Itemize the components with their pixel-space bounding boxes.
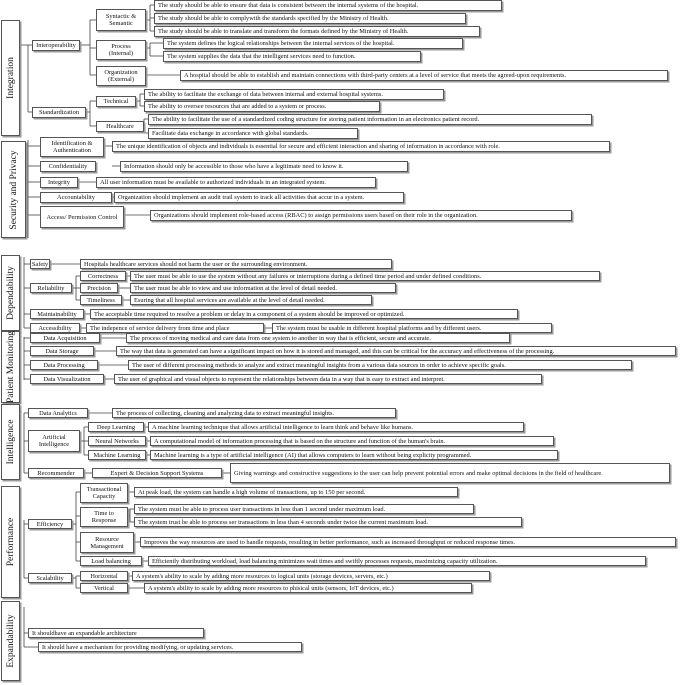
leaf-process-1: The system defines the logical relationships between the internal services of the hospital.	[163, 38, 463, 49]
category-intelligence	[1, 404, 20, 480]
node-scalability: Scalability	[28, 573, 72, 583]
node-confidentiality: Confidentiality	[40, 161, 96, 172]
node-syntactic-semantic: Syntactic & Semantic	[96, 9, 146, 31]
node-process-internal: Process (Internal)	[96, 40, 146, 60]
category-label: Expandability	[5, 614, 16, 668]
node-technical: Technical	[96, 96, 136, 107]
node-neural-networks: Neural Networks	[88, 436, 146, 446]
leaf-machine-learning-1: Machine learning is a type of artificial intelligence (AI) that allows computers to learn without being explicity programmed.	[150, 450, 558, 460]
leaf-analytics-1: The process of collecting, cleaning and analyzing data to extract meaningful insights.	[112, 408, 396, 418]
node-interoperability: Interoperability	[32, 40, 80, 51]
node-data-storage: Data Storage	[30, 346, 94, 356]
leaf-horizontal-1: A system's ability to scale by adding more resources to logical units (storage devices, servers, etc.)	[132, 571, 490, 581]
leaf-neural-networks-1: A computational model of information processing that is based on the structure and function of the human's brain.	[150, 436, 554, 446]
leaf-recommender-1: Giving warnings and constructive suggestions to the user can help prevent potential errors and make optimal decisions in the field of healthcare.	[230, 463, 670, 483]
node-accountability: Accountability	[40, 192, 112, 203]
leaf-technical-1: The ability to facilitate the exchange of data between internal and external hospital systems.	[144, 89, 444, 100]
leaf-timeliness-1: Esuring that all hospital services are available at the level of detail needed.	[130, 295, 372, 305]
leaf-maintainability-1: The acceptable time required to resolve a problem or delay in a component of a system should be improved or optimized.	[90, 309, 518, 319]
node-artificial-intelligence: Artificial Intelligence	[28, 430, 80, 452]
node-integrity: Integrity	[40, 177, 78, 188]
node-identification-authentication: Identification & Authentication	[40, 137, 104, 157]
leaf-response-2: The system trust be able to process ser transactions in less than 4 seconds under twice the current maximum load.	[134, 517, 522, 527]
leaf-storage-1: The way that data is generated can have a significant impact on how it is stored and managed, and this can be critical for the accuracy and effectiveness of the processing.	[116, 346, 676, 356]
node-data-analytics: Data Analytics	[28, 408, 88, 418]
node-access-permission-control: Access/ Permission Control	[40, 206, 124, 228]
leaf-organization-1: A hospital should be able to establish and maintain connections with third-party centers at a level of service that meets the agreed-upon requirements.	[180, 70, 668, 81]
category-label: Security and Privacy	[8, 149, 19, 230]
category-label: Intelligence	[5, 419, 16, 465]
leaf-syntactic-2: The study should be able to complywith the standards specified by the Ministry of Health.	[154, 13, 466, 24]
leaf-resource-1: Improves the way resources are used to handle requests, resulting in better performance, such as increased throughput or reduced response times.	[140, 537, 676, 547]
node-horizontal: Horizontal	[80, 571, 128, 581]
leaf-syntactic-3: The study should be able to translate and transform the formats defined by the Ministry of Health.	[154, 26, 480, 37]
category-label: Integration	[5, 57, 16, 99]
leaf-syntactic-1: The study should be able to ensure that data is consistent between the internal systems of the hospital.	[154, 0, 502, 11]
node-time-to-response: Time to Response	[80, 507, 128, 527]
node-maintainability: Maintainability	[30, 309, 84, 319]
node-standardization: Standardization	[32, 107, 86, 118]
leaf-expandability-2: It should have a mechanism for providing modifying, or updating services.	[38, 642, 302, 652]
leaf-load-balancing-1: Efficiently distributing workload, load balancing minimizes wait times and swiftly processes requests, maximizing capacity utilization.	[148, 556, 646, 566]
leaf-precision-1: The user must be able to view and use information at the level of detail needed.	[130, 283, 396, 293]
leaf-accountability-1: Organization should implement an audit trail system to track all activities that accur in a system.	[114, 192, 404, 203]
leaf-access-1: Organizations should implement role-based access (RBAC) to assign permissions users based on their role in the organization.	[150, 210, 572, 221]
leaf-integrity-1: All user information must be available to authorized individuals in an integrated system.	[96, 177, 376, 188]
leaf-deep-learning-1: A machine learning technique that allows artificial intelligence to learn think and behave like humans.	[148, 422, 524, 432]
category-label: Patient Monitoring	[5, 330, 16, 404]
node-machine-learning: Machine Learning	[88, 450, 146, 460]
leaf-healthcare-2: Facilitate data exchange in accordance with global standards.	[148, 128, 358, 139]
leaf-process-2: The system supplies the data that the intelligent services need to function.	[163, 51, 421, 62]
leaf-safety-1: Hospitals healthcare services should not harm the user or the surrounding environment.	[80, 259, 392, 269]
category-dependability	[1, 255, 20, 331]
category-expandability	[1, 601, 20, 681]
category-label: Performance	[5, 517, 16, 567]
leaf-expandability-1: It shouldhave an expandable architecture	[28, 628, 204, 638]
node-organization-external: Organization (External)	[96, 66, 146, 86]
leaf-processing-1: The user of different processing methods to analyze and extract meaningful insights from a various data sources in order to achieve specific goals.	[128, 360, 632, 370]
leaf-correctness-1: The user must be able to use the system without any failures or interruptions during a defined time period and under defined conditions.	[130, 271, 600, 281]
node-expert-decision-support: Expert & Decision Support Systems	[92, 468, 222, 478]
node-data-processing: Data Processing	[30, 360, 98, 370]
category-performance	[1, 486, 20, 598]
node-correctness: Correctness	[80, 271, 126, 281]
node-load-balancing: Load balancing	[80, 556, 142, 566]
node-transactional-capacity: Transactional Capacity	[80, 483, 128, 503]
node-data-acquisition: Data Acquisition	[30, 333, 100, 343]
node-efficiency: Efficiency	[28, 519, 72, 529]
node-precision: Precision	[80, 283, 118, 293]
node-vertical: Vertical	[80, 583, 128, 593]
leaf-identification-1: The unique identification of objects and individuals is essential for secure and efficient interaction and sharing of information in accordance with role.	[112, 141, 610, 152]
category-label: Dependability	[5, 266, 16, 320]
leaf-confidentiality-1: Information should only be accessible to those who have a legitimate need to know it.	[120, 161, 408, 172]
node-data-visualization: Data Visualization	[30, 374, 104, 384]
leaf-accessibility-1: The indepence of service delivery from time and place	[86, 323, 264, 333]
category-integration	[1, 20, 20, 136]
leaf-healthcare-1: The ability to facilitate the use of a standardized coding structure for storing patient information in an electronics patient record.	[148, 114, 592, 125]
node-safety: Safety	[31, 260, 49, 268]
leaf-accessibility-2: The system must be usable in different hospital platforms and by different users.	[272, 323, 552, 333]
leaf-acquisition-1: The process of moving medical and care data from one system to another in way that is efficient, secure and accurate.	[126, 333, 510, 343]
leaf-vertical-1: A system's ability to scale by adding more resources to phisical units (sensors, IoT devices, etc.)	[144, 583, 472, 593]
node-accessibility: Accessibility	[30, 323, 80, 333]
leaf-visualization-1: The user of graphical and visual objects to represent the relationships between data in a way that is easy to extract and interpret.	[114, 374, 542, 384]
node-recommender: Recommender	[28, 468, 84, 478]
category-patient-monitoring	[1, 331, 20, 403]
leaf-transactional-1: At peak load, the system can handle a high volume of transactions, up to 150 per second.	[134, 487, 458, 497]
node-resource-management: Resource Management	[80, 532, 134, 553]
node-healthcare: Healthcare	[96, 121, 144, 132]
leaf-technical-2: The ability to oversee resources that are added to a system or process.	[144, 101, 380, 112]
leaf-response-1: The system must be able to process user transactions in less than 1 second under maximum load.	[134, 504, 474, 514]
category-security-privacy	[1, 141, 26, 238]
node-deep-learning: Deep Learning	[88, 422, 144, 432]
node-reliability: Reliability	[30, 283, 72, 293]
node-timeliness: Timeliness	[80, 295, 122, 305]
